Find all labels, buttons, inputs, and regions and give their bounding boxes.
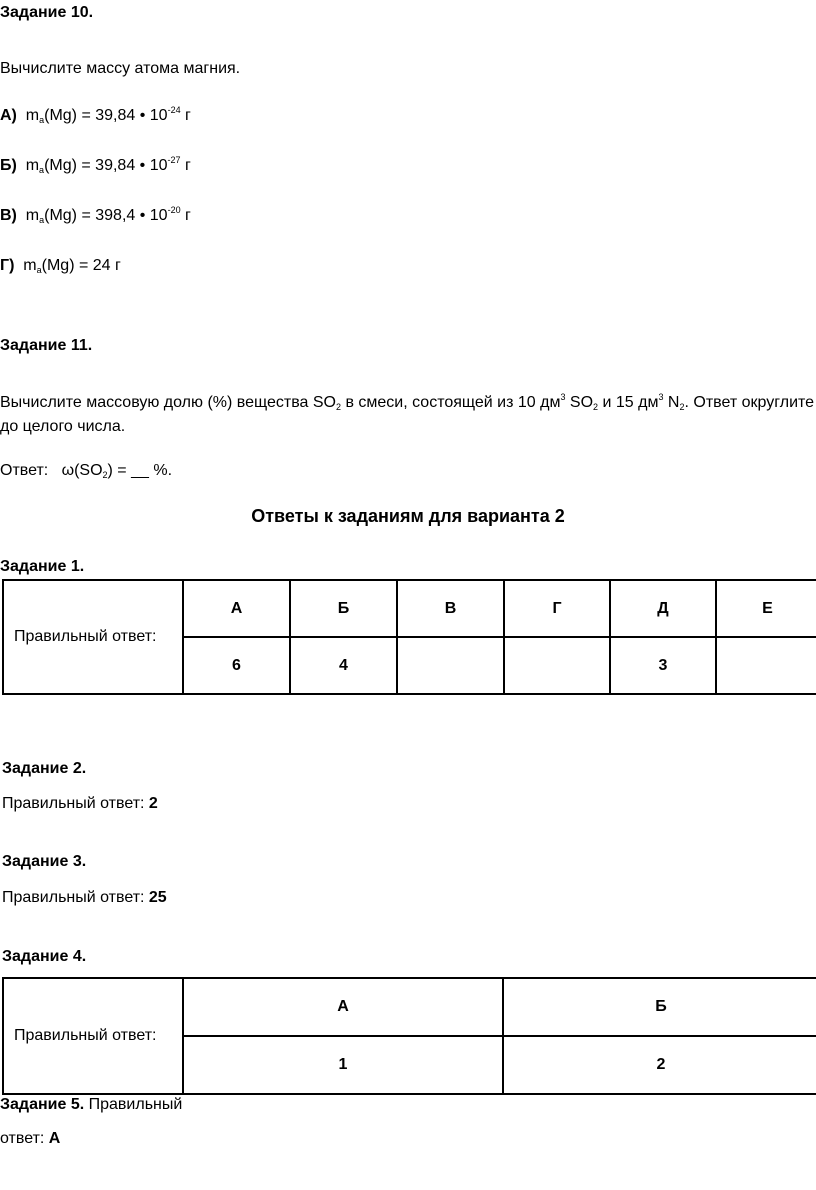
option-value: (Mg) = 39,84 • 10	[44, 107, 168, 124]
ans1-value-e	[716, 637, 816, 694]
option-exponent: -27	[167, 155, 181, 165]
ans1-value-a: 6	[183, 637, 290, 694]
subscript: 2	[335, 402, 341, 412]
ans5-line1	[0, 1096, 182, 1114]
option-unit: г	[180, 157, 191, 174]
option-value: (Mg) = 24 г	[41, 257, 121, 274]
superscript: 3	[560, 392, 566, 402]
task11-question-line2: до целого числа.	[0, 418, 126, 435]
option-symbol: m	[25, 107, 40, 124]
ans4-table	[2, 977, 816, 1095]
answer-label: ответ:	[0, 1130, 49, 1147]
option-value: (Mg) = 39,84 • 10	[44, 157, 168, 174]
answer-prefix: Ответ: ω(SO	[0, 462, 103, 479]
ans4-title: Задание 4.	[2, 948, 87, 965]
option-symbol: m	[23, 257, 37, 274]
option-subscript: a	[39, 215, 45, 225]
ans2-title: Задание 2.	[2, 760, 87, 777]
task10-option-b	[0, 157, 191, 175]
ans1-header-e: Е	[716, 580, 816, 637]
option-letter: Б)	[0, 157, 17, 174]
ans4-header-b: Б	[503, 978, 816, 1036]
ans1-value-v	[397, 637, 504, 694]
ans3-title: Задание 3.	[2, 853, 87, 870]
superscript: 3	[658, 392, 664, 402]
ans4-row-label: Правильный ответ:	[3, 978, 183, 1094]
answer-label: Правильный ответ:	[2, 795, 149, 812]
ans1-value-d: 3	[610, 637, 716, 694]
question-text: Вычислите массовую долю (%) вещества SO	[0, 394, 336, 411]
answer-value: А	[48, 1130, 61, 1147]
answer-value: 25	[148, 889, 167, 906]
answer-blank: ) = __ %.	[107, 462, 173, 479]
option-exponent: -20	[167, 205, 181, 215]
question-text: и 15 дм	[598, 394, 659, 411]
question-text: . Ответ округлите	[684, 394, 815, 411]
ans1-header-b: Б	[290, 580, 397, 637]
ans3-line	[2, 889, 167, 907]
option-symbol: m	[25, 207, 40, 224]
task10-option-g	[0, 257, 121, 275]
task11-title: Задание 11.	[0, 337, 93, 354]
task10-option-v	[0, 207, 191, 225]
option-letter: Г)	[0, 257, 15, 274]
ans1-table	[2, 579, 816, 695]
option-exponent: -24	[167, 105, 181, 115]
task10-title: Задание 10.	[0, 4, 94, 21]
task11-answer-line	[0, 462, 172, 480]
question-text: в смеси, состоящей из 10 дм	[341, 394, 561, 411]
option-value: (Mg) = 398,4 • 10	[44, 207, 168, 224]
option-subscript: a	[39, 165, 45, 175]
ans1-header-v: В	[397, 580, 504, 637]
ans1-title: Задание 1.	[0, 558, 85, 575]
option-subscript: a	[36, 265, 42, 275]
ans4-value-a: 1	[183, 1036, 503, 1094]
ans1-value-g	[504, 637, 610, 694]
ans2-line	[2, 795, 158, 813]
ans4-value-b: 2	[503, 1036, 816, 1094]
option-letter: В)	[0, 207, 17, 224]
option-unit: г	[180, 207, 191, 224]
option-unit: г	[180, 107, 191, 124]
subscript: 2	[593, 402, 599, 412]
ans5-line2	[0, 1130, 60, 1148]
task10-question: Вычислите массу атома магния.	[0, 60, 241, 77]
question-text: SO	[565, 394, 594, 411]
option-subscript: a	[39, 115, 45, 125]
task10-option-a	[0, 107, 191, 125]
subscript: 2	[679, 402, 685, 412]
answer-label: Правильный ответ:	[2, 889, 149, 906]
answers-heading: Ответы к заданиям для варианта 2	[251, 506, 565, 526]
option-symbol: m	[25, 157, 40, 174]
task11-question-line1	[0, 394, 814, 412]
ans1-header-d: Д	[610, 580, 716, 637]
answer-label: Правильный	[84, 1096, 183, 1113]
ans5-title: Задание 5.	[0, 1096, 85, 1113]
answer-value: 2	[148, 795, 158, 812]
subscript: 2	[102, 470, 108, 480]
ans1-row-label: Правильный ответ:	[3, 580, 183, 694]
ans1-value-b: 4	[290, 637, 397, 694]
ans1-header-g: Г	[504, 580, 610, 637]
option-letter: А)	[0, 107, 17, 124]
ans4-header-a: А	[183, 978, 503, 1036]
ans1-header-a: А	[183, 580, 290, 637]
question-text: N	[663, 394, 680, 411]
